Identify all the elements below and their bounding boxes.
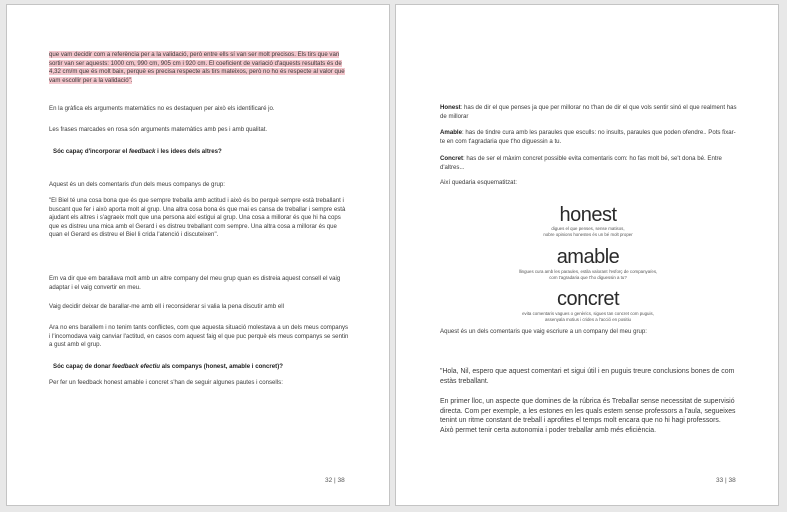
paragraph-decision: Vaig decidir deixar de barallar-me amb ell i reconsiderar si valia la pena discutir amb ell [49, 303, 284, 310]
paragraph-comment-intro: Aquest és un dels comentaris que vaig escriure a un company del meu grup: [440, 328, 647, 335]
page-number: 33 | 38 [716, 477, 736, 484]
paragraph-graph-note: En la gràfica els arguments matemàtics no es destaquen per això els identificaré jo. [49, 105, 275, 112]
paragraph-outcome: Ara no ens barallem i no tenim tants conflictes, com que aquesta situació molestava a un dels meus companys i l'incomodava vaig canviar l'actitud, en casos com aquest faig el que puc perquè els meus companys se sentin a gust amb el grup. [49, 324, 349, 349]
heading-text: Sóc capaç de donar [53, 363, 113, 370]
pink-highlight: que vam decidir com a referència per a la validació, però entre ells sí van ser molt precisos. Els tirs que van sortir van ser aquests: 1000 cm, 990 cm, 905 cm i 920 cm. El coeficient de variació d'aquests resultats és de 4,32 cm/m que és molt baix, perquè es precisa respecte als tirs mateixos, però no ho és respecte al valor que vam escollir per a la validació". [49, 51, 345, 84]
definition-amable [440, 129, 740, 146]
paragraph-schema-intro: Així quedaria esquematitzat: [440, 179, 517, 186]
quote-classmate: "El Biel té una cosa bona que és que sempre treballa amb actitud i això és bo perquè sempre està treballant i buscant que fer i això aporta molt al grup. Una altra cosa bona és que mai es cansa de treballar i sempre està ajudant els altres i s'agraeix molt que una persona així estigui al grup. Una cosa a millorar és que hi ha cops que es distreu una mica amb el Gerard i es distreu treballant com sempre. Una altra cosa a millorar és que quan el Gerard es distreu el Biel li crida l'atenció i discuteixen". [49, 197, 346, 239]
definition-term: Amable [440, 129, 463, 136]
heading-emphasis: feedback efectiu [112, 363, 161, 370]
scheme-amable-word: amable [556, 246, 620, 268]
quote-to-nil-intro: "Hola, Nil, espero que aquest comentari et sigui útil i en puguis treure conclusions bones de com estàs treballant. [440, 368, 735, 385]
page-number: 32 | 38 [325, 477, 345, 484]
scheme-concret-word: concret [556, 288, 620, 310]
paragraph-guidelines: Per fer un feedback honest amable i concret s'han de seguir algunes pautes i consells: [49, 379, 283, 386]
definition-term: Honest [440, 104, 461, 111]
heading-text: als companys (honest, amable i concret)? [160, 363, 283, 370]
heading-text: Sóc capaç d'incorporar el [53, 148, 129, 155]
paragraph-comment-intro: Aquest és un dels comentaris d'un dels meus companys de grup: [49, 181, 225, 188]
paragraph-pink-note: Les frases marcades en rosa són arguments matemàtics amb pes i amb qualitat. [49, 126, 268, 133]
definition-honest [440, 104, 740, 121]
definition-text: : has de dir el que penses ja que per millorar no t'han de dir el que vols sentir sinó el que realment has de millorar [440, 104, 737, 120]
right-page [395, 4, 779, 506]
scheme-honest-caption: digues el que penses, sense matisos, nobre opinions honestes és un bé molt proper [543, 226, 633, 237]
scheme-amable-caption: llingues cura amb les paraules, estila valorant l'esforç de companya/es, com t'agradaria que t'ho diguessin a tu? [518, 269, 658, 280]
scheme-concret-caption: evita comentaris vagues o genèrics, sigues tan concret com puguis, assenyala motius i crides a l'acció en positiu [522, 311, 654, 322]
definition-term: Concret [440, 155, 464, 162]
scheme-honest-word: honest [559, 204, 617, 226]
definition-concret [440, 155, 740, 172]
definition-text: : has de ser el màxim concret possible evita comentaris com: ho fas molt bé, se't dona bé. Entre d'altres... [440, 155, 722, 171]
highlighted-paragraph [49, 51, 349, 85]
heading-effective-feedback [53, 363, 353, 372]
heading-text: i les idees dels altres? [155, 148, 222, 155]
heading-incorporate-feedback [53, 148, 353, 157]
definition-text: : has de tindre cura amb les paraules que esculls: no insults, paraules que poden ofendre.. Pots fixar-te en com t'agradaria que t'ho diguessin a tu. [440, 129, 736, 145]
paragraph-advice: Em va dir que em barallava molt amb un altre company del meu grup quan es distreia aquest consell el vaig adaptar i el vaig convertir en meu. [49, 275, 341, 291]
left-page [6, 4, 390, 506]
quote-to-nil-body: En primer lloc, un aspecte que domines de la rúbrica és Treballar sense necessitat de supervisió directa. Com per exemple, a les estones en les quals estem sense professors a l'aula, segueixes tenint un ritme constant de treball i aprofites el temps molt encara que no hi hagi professors. Això permet tenir certa autonomia i poder treballar amb més eficiència. [440, 398, 736, 434]
heading-emphasis: feedback [128, 148, 156, 155]
